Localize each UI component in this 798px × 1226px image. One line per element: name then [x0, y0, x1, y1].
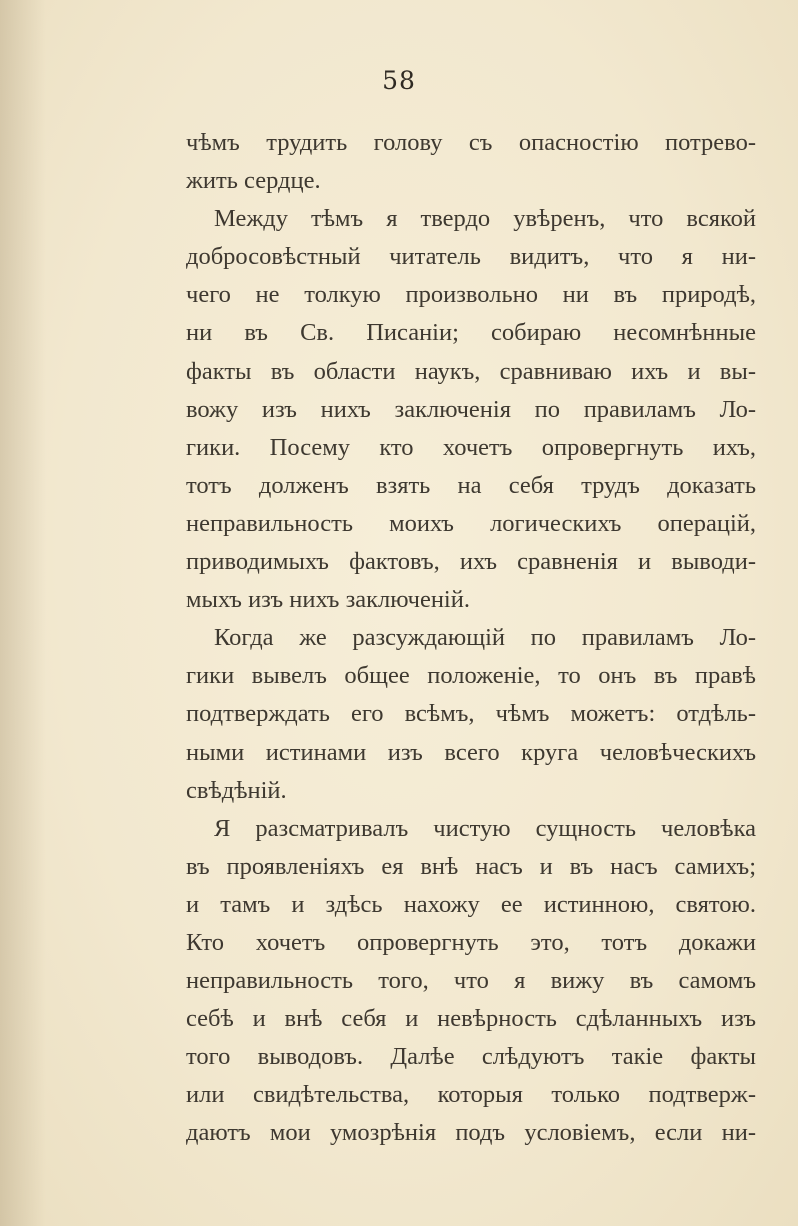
page-number: 58 [382, 66, 416, 95]
body-text [186, 124, 756, 1153]
text-line: Между тѣмъ я твердо увѣренъ, что всякой [214, 205, 756, 233]
text-line: Кто хочетъ опровергнуть это, тотъ докажи [186, 928, 756, 956]
text-line: мыхъ изъ нихъ заключеній. [186, 586, 470, 614]
text-line: себѣ и внѣ себя и невѣрность сдѣланныхъ изъ [186, 1005, 756, 1033]
text-line: чего не толкую произвольно ни въ природѣ, [186, 281, 756, 309]
text-line: въ проявленіяхъ ея внѣ насъ и въ насъ самихъ; [186, 852, 756, 880]
text-line: даютъ мои умозрѣнія подъ условіемъ, если ни- [186, 1119, 756, 1147]
text-line: добросовѣстный читатель видитъ, что я ни- [186, 243, 756, 271]
text-line: факты въ области наукъ, сравниваю ихъ и вы- [186, 357, 756, 385]
text-line: приводимыхъ фактовъ, ихъ сравненія и выводи- [186, 548, 756, 576]
text-line: Когда же разсуждающій по правиламъ Ло- [214, 624, 756, 652]
text-line: ни въ Св. Писаніи; собираю несомнѣнные [186, 319, 756, 347]
text-line: чѣмъ трудить голову съ опасностію потрево- [186, 129, 756, 156]
text-line: Я разсматривалъ чистую сущность человѣка [214, 814, 756, 842]
text-line: жить сердце. [186, 167, 321, 195]
text-line: того выводовъ. Далѣе слѣдуютъ такіе факты [186, 1043, 756, 1071]
text-line: свѣдѣній. [186, 776, 287, 804]
page-edge-shadow [0, 0, 46, 1226]
text-line: гики. Посему кто хочетъ опровергнуть ихъ, [186, 433, 756, 461]
text-line: тотъ долженъ взять на себя трудъ доказать [186, 471, 756, 499]
text-line: или свидѣтельства, которыя только подтверж- [186, 1081, 756, 1109]
text-line: неправильность моихъ логическихъ операцій, [186, 509, 756, 537]
text-line: неправильность того, что я вижу въ самомъ [186, 967, 756, 995]
text-line: ными истинами изъ всего круга человѣческихъ [186, 738, 756, 766]
text-line: гики вывелъ общее положеніе, то онъ въ правѣ [186, 662, 756, 690]
text-line: подтверждать его всѣмъ, чѣмъ можетъ: отдѣль- [186, 700, 756, 728]
text-line: и тамъ и здѣсь нахожу ее истинною, святою. [186, 890, 756, 918]
text-line: вожу изъ нихъ заключенія по правиламъ Ло- [186, 395, 756, 423]
